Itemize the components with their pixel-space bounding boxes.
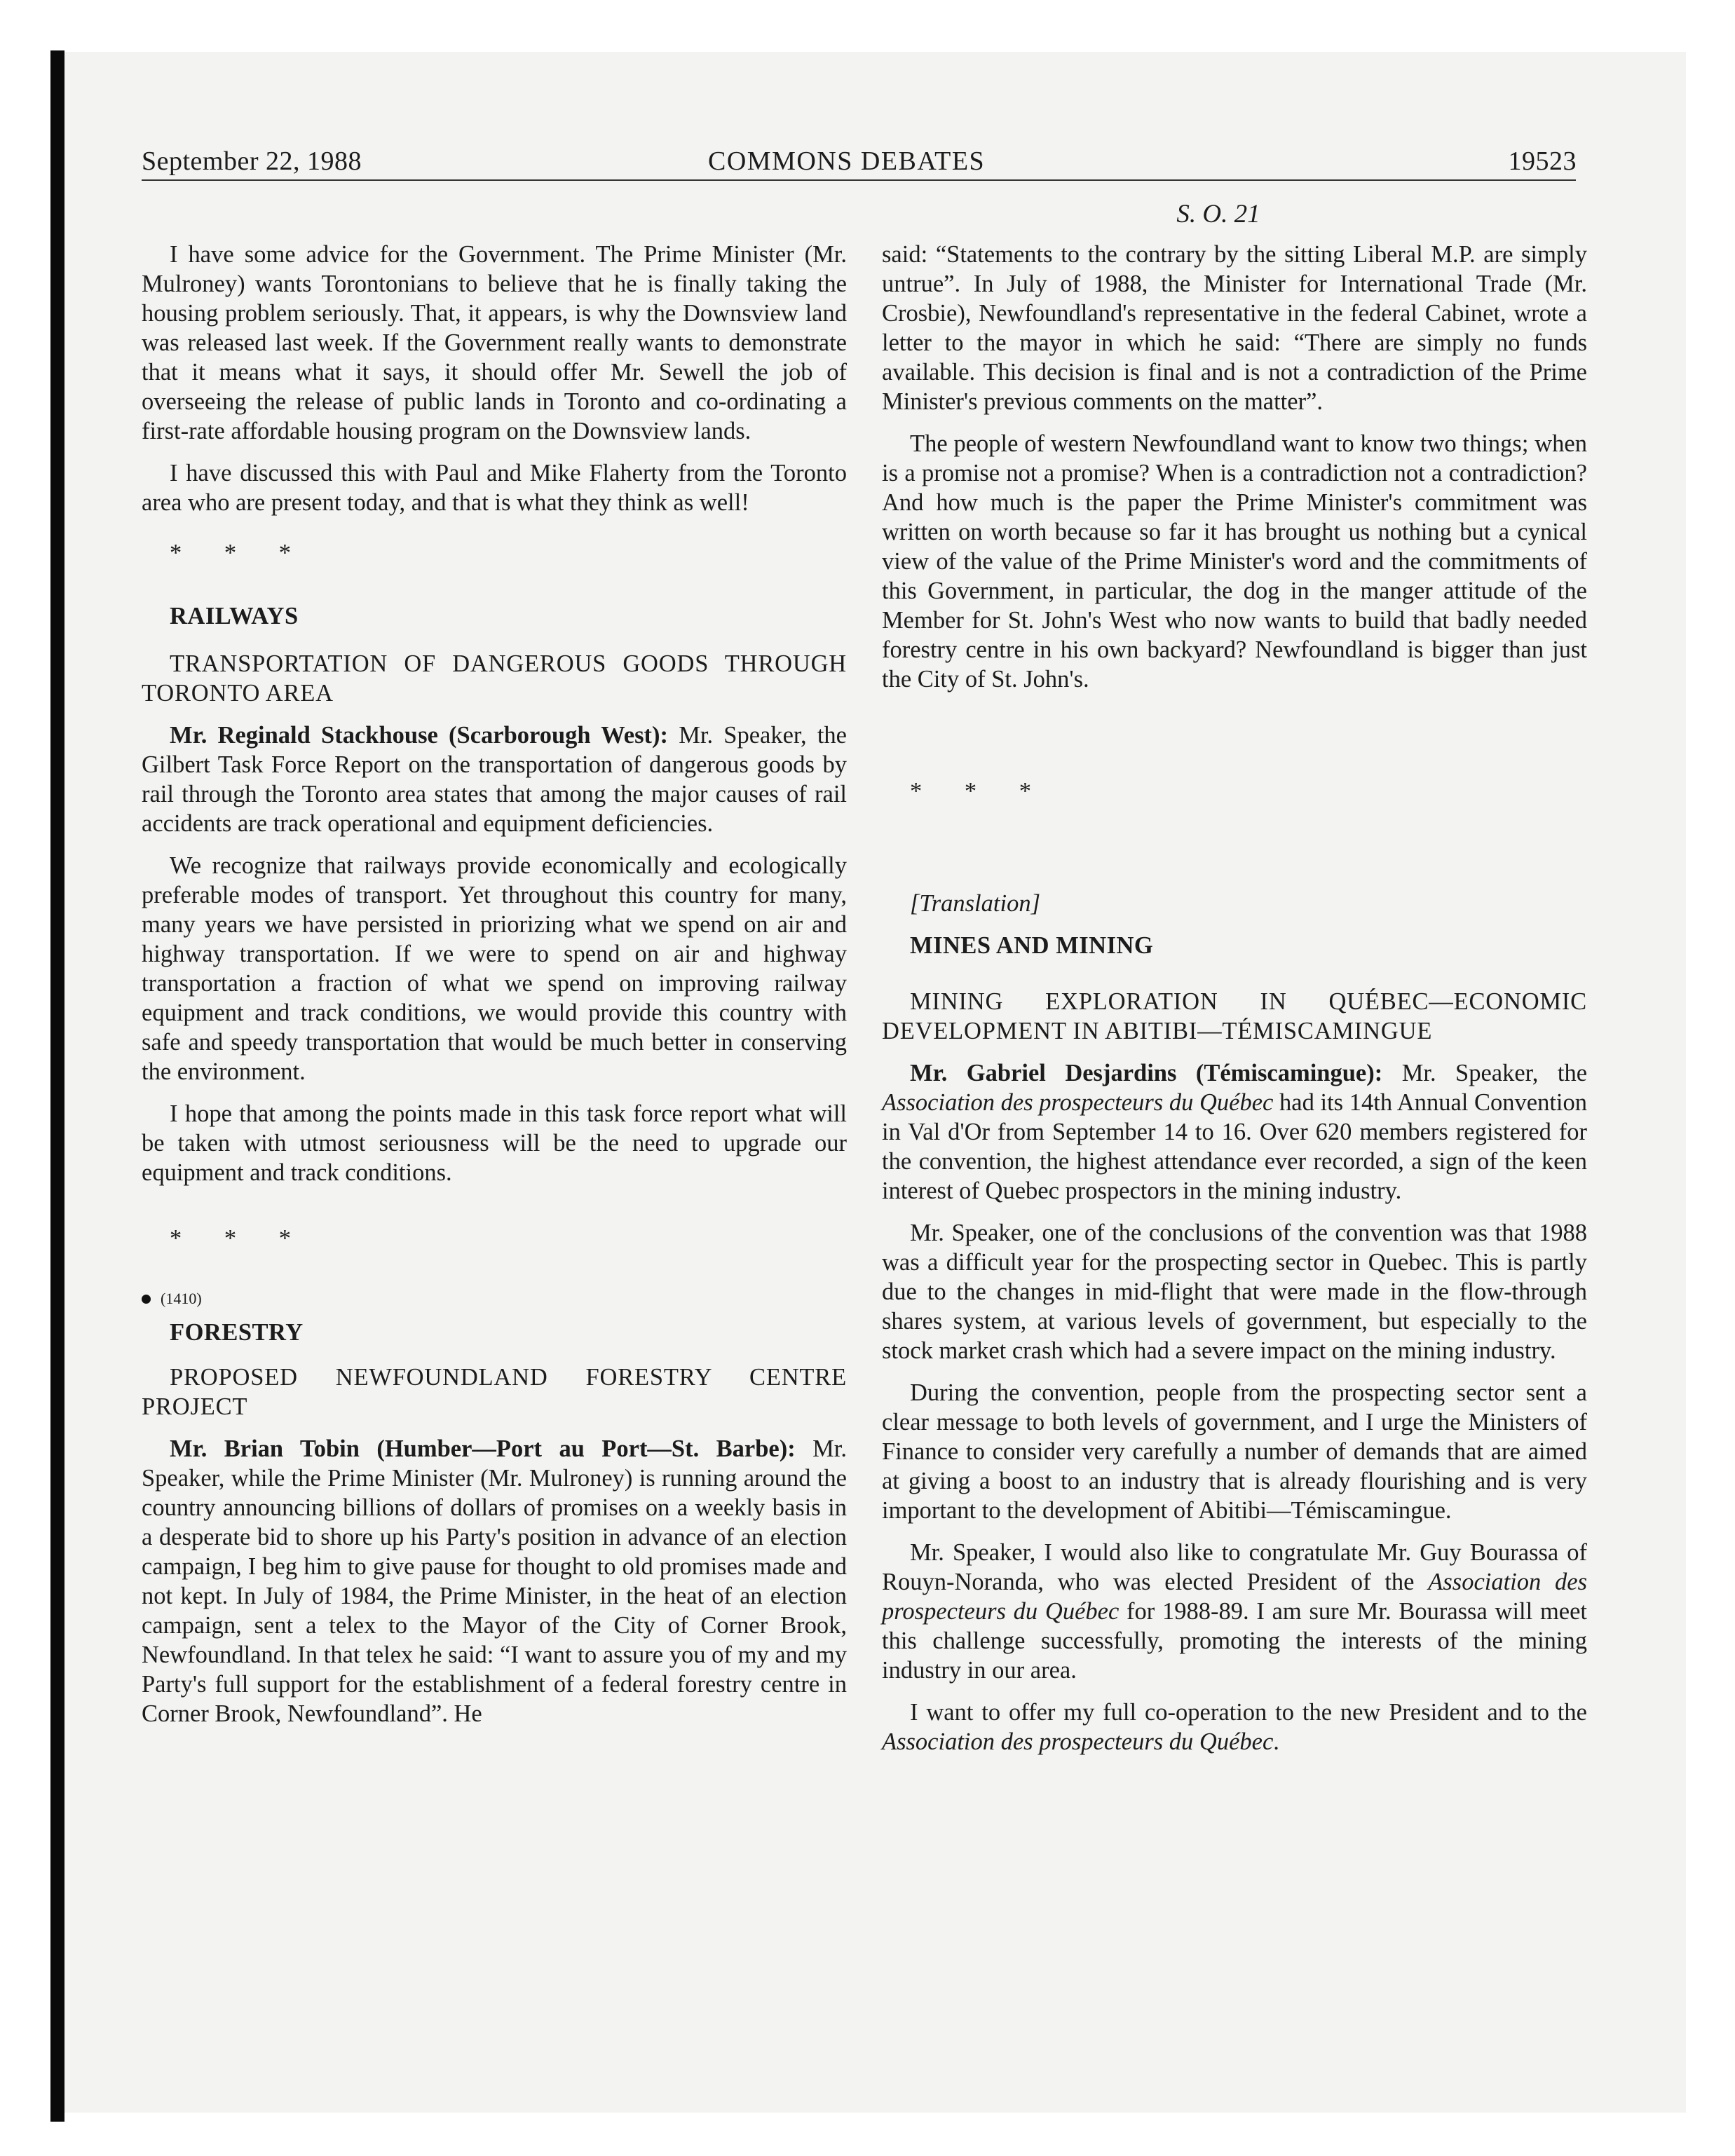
speaker-name: Mr. Gabriel Desjardins (Témiscamingue): <box>910 1060 1383 1086</box>
subheading-mining-exploration: MINING EXPLORATION IN QUÉBEC—ECONOMIC DEVELOPMENT IN ABITIBI—TÉMISCAMINGUE <box>882 988 1587 1044</box>
paragraph: I have some advice for the Government. The Prime Minister (Mr. Mulroney) wants Torontonians to believe that he is finally taking the housing problem seriously. That, it appears, is why the Downsview land was released last week. If the Government really wants to demonstrate that it means what it says, it should offer Mr. Sewell the job of overseeing the release of public lands in Toronto and co-ordinating a first-rate affordable housing program on the Downsview lands. <box>142 241 847 444</box>
subheading-forestry-centre: PROPOSED NEWFOUNDLAND FORESTRY CENTRE PROJECT <box>142 1364 847 1420</box>
speaker-name: Mr. Reginald Stackhouse (Scarborough West): <box>170 722 668 749</box>
association-name: Association des prospecteurs du Québec <box>882 1728 1274 1755</box>
section-heading-mines: MINES AND MINING <box>910 932 1154 959</box>
paragraph: Mr. Speaker, one of the conclusions of the convention was that 1988 was a difficult year for the prospecting sector in Quebec. This is partly due to the changes in mid-flight that were made in the flow-through shares system, at various levels of government, but especially to the stock market crash which had a severe impact on the mining industry. <box>882 1220 1587 1364</box>
header-rule <box>142 179 1576 181</box>
paragraph-continued: said: “Statements to the contrary by the sitting Liberal M.P. are simply untrue”. In July of 1988, the Minister for International Trade (Mr. Crosbie), Newfoundland's representative in the federal Cabinet, wrote a letter to the mayor in which he said: “There are simply no funds available. This decision is final and is not a contradiction of the Prime Minister's previous comments on the matter”. <box>882 241 1587 415</box>
association-name: Association des prospecteurs du Québec <box>882 1569 1588 1625</box>
time-stamp: (1410) <box>161 1290 202 1307</box>
paragraph: We recognize that railways provide economically and ecologically preferable modes of transport. Yet throughout this country for many, many years we have persisted in priorizing what we spend on air and highway transportation. If we were to spend on air and highway transportation a fraction of what we spend on improving railway equipment and track conditions, we would provide this country with safe and speedy transportation that would be much better in conserving the environment. <box>142 852 847 1085</box>
scan-edge-bar <box>50 50 64 2122</box>
paragraph: The people of western Newfoundland want to know two things; when is a promise not a promise? When is a contradiction not a contradiction? And how much is the paper the Prime Minister's commitment was written on worth because so far it has brought us nothing but a cynical view of the value of the Prime Minister's word and the commitments of this Government, in particular, the dog in the manger attitude of the Member for St. John's West who now wants to build that badly needed forestry centre in his own backyard? Newfoundland is bigger than just the City of St. John's. <box>882 430 1587 692</box>
time-marker <box>142 1290 847 1308</box>
subheading-dangerous-goods: TRANSPORTATION OF DANGEROUS GOODS THROUGH TORONTO AREA <box>142 650 847 707</box>
paragraph: I want to offer my full co-operation to the new President and to the Association des prospecteurs du Québec. <box>882 1699 1587 1755</box>
section-heading-railways: RAILWAYS <box>170 603 299 629</box>
left-column <box>142 240 847 1741</box>
paragraph: Mr. Speaker, I would also like to congratulate Mr. Guy Bourassa of Rouyn-Noranda, who was elected President of the Association des prospecteurs du Québec for 1988-89. I am sure Mr. Bourassa will meet this challenge successfully, promoting the interests of the mining industry in our area. <box>882 1539 1588 1684</box>
header-page-number: 19523 <box>1508 146 1577 176</box>
paragraph: I hope that among the points made in this task force report what will be taken with utmost seriousness will be the need to upgrade our equipment and track conditions. <box>142 1100 847 1186</box>
right-column <box>882 240 1587 1769</box>
section-separator: * * * <box>910 778 1049 805</box>
statement-paragraph: Mr. Gabriel Desjardins (Témiscamingue): Mr. Speaker, the Association des prospecteurs du Québec had its 14th Annual Convention in Val d'Or from September 14 to 16. Over 620 members registered for the convention, the highest attendance ever recorded, a sign of the keen interest of Quebec prospectors in the mining industry. <box>882 1060 1588 1204</box>
section-heading-forestry: FORESTRY <box>170 1319 304 1346</box>
section-separator: * * * <box>170 540 309 566</box>
header-publication-title: COMMONS DEBATES <box>708 146 986 176</box>
paragraph: During the convention, people from the prospecting sector sent a clear message to both levels of government, and I urge the Ministers of Finance to consider very carefully a number of demands that are aimed at giving a boost to an industry that is already flourishing and is very important to the development of Abitibi—Témiscamingue. <box>882 1379 1587 1524</box>
bullet-icon <box>142 1295 151 1304</box>
translation-note: [Translation] <box>910 890 1040 917</box>
association-name: Association des prospecteurs du Québec <box>882 1089 1274 1116</box>
statement-paragraph: Mr. Brian Tobin (Humber—Port au Port—St. Barbe): Mr. Speaker, while the Prime Minister (Mr. Mulroney) is running around the country announcing billions of dollars of promises on a weekly basis in a desperate bid to shore up his Party's position in advance of an election campaign, I beg him to give pause for thought to old promises made and not kept. In July of 1984, the Prime Minister, in the heat of an election campaign, sent a telex to the Mayor of the City of Corner Brook, Newfoundland. In that telex he said: “I want to assure you of my and my Party's full support for the establishment of a federal forestry centre in Corner Brook, Newfoundland”. He <box>142 1435 848 1727</box>
header-date: September 22, 1988 <box>142 146 362 176</box>
speaker-name: Mr. Brian Tobin (Humber—Port au Port—St. Barbe): <box>170 1435 796 1462</box>
paragraph: I have discussed this with Paul and Mike Flaherty from the Toronto area who are present today, and that is what they think as well! <box>142 460 847 516</box>
statement-paragraph: Mr. Reginald Stackhouse (Scarborough West): Mr. Speaker, the Gilbert Task Force Report on the transportation of dangerous goods by rail through the Toronto area states that among the major causes of rail accidents are track operational and equipment deficiencies. <box>142 722 847 837</box>
section-label: S. O. 21 <box>1176 200 1260 228</box>
section-separator: * * * <box>170 1225 309 1252</box>
